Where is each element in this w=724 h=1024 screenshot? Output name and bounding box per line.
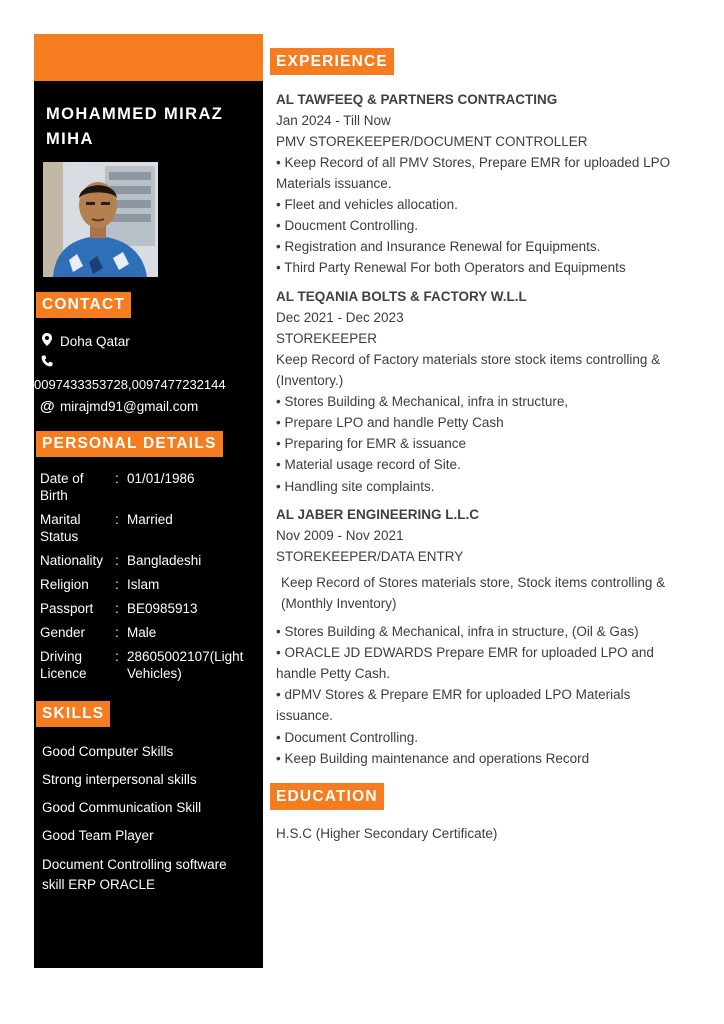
candidate-name: MOHAMMED MIRAZ MIHA bbox=[46, 105, 224, 148]
education-heading: EDUCATION bbox=[270, 783, 384, 810]
job-line: • Handling site complaints. bbox=[276, 479, 435, 494]
job-line: (Inventory.) bbox=[276, 373, 344, 388]
job-line: • Fleet and vehicles allocation. bbox=[276, 197, 458, 212]
email-text[interactable]: mirajmd91@gmail.com bbox=[60, 399, 199, 414]
job-title: STOREKEEPER/DATA ENTRY bbox=[276, 549, 464, 564]
at-sign-icon: @ bbox=[40, 398, 55, 415]
pd-value: Male bbox=[127, 625, 157, 640]
job-line: Keep Record of Stores materials store, Stock items controlling & bbox=[281, 575, 666, 590]
pd-label: Date of Birth bbox=[40, 471, 84, 503]
job-line: Keep Record of Factory materials store stock items controlling & bbox=[276, 352, 661, 367]
pd-label: Nationality bbox=[40, 553, 104, 568]
phone-icon bbox=[40, 354, 54, 372]
pd-value: BE0985913 bbox=[127, 601, 198, 616]
pd-colon: : bbox=[115, 471, 119, 486]
pd-row-dob bbox=[40, 470, 260, 504]
pd-value: Bangladeshi bbox=[127, 553, 202, 568]
location-text: Doha Qatar bbox=[60, 334, 130, 349]
pd-value: 01/01/1986 bbox=[127, 471, 195, 486]
job-title: PMV STOREKEEPER/DOCUMENT CONTROLLER bbox=[276, 134, 588, 149]
job-title: STOREKEEPER bbox=[276, 331, 378, 346]
pd-value: 28605002107(Light Vehicles) bbox=[127, 649, 244, 681]
contact-location bbox=[40, 333, 130, 351]
pd-label: Gender bbox=[40, 625, 86, 640]
pd-value: Married bbox=[127, 512, 173, 527]
contact-phone[interactable]: 0097433353728,0097477232144 bbox=[34, 377, 226, 392]
pd-row-gender bbox=[40, 624, 260, 641]
job-line: • Stores Building & Mechanical, infra in structure, (Oil & Gas) bbox=[276, 624, 639, 639]
job-period: Dec 2021 - Dec 2023 bbox=[276, 310, 404, 325]
job-line: • Document Controlling. bbox=[276, 730, 419, 745]
job-line: issuance. bbox=[276, 708, 334, 723]
job-line: • Prepare LPO and handle Petty Cash bbox=[276, 415, 504, 430]
personal-details-table bbox=[40, 470, 260, 689]
pd-colon: : bbox=[115, 577, 119, 592]
job-line: • ORACLE JD EDWARDS Prepare EMR for uploaded LPO and bbox=[276, 645, 654, 660]
job-company: AL JABER ENGINEERING L.L.C bbox=[276, 507, 480, 522]
pd-value: Islam bbox=[127, 577, 160, 592]
pd-colon: : bbox=[115, 553, 119, 568]
skill-item: Strong interpersonal skills bbox=[42, 772, 197, 787]
experience-heading: EXPERIENCE bbox=[270, 48, 394, 75]
skill-item: Good Team Player bbox=[42, 828, 154, 843]
pd-colon: : bbox=[115, 649, 119, 664]
sidebar bbox=[34, 34, 263, 968]
job-line: • Keep Building maintenance and operations Record bbox=[276, 751, 590, 766]
pd-colon: : bbox=[115, 625, 119, 640]
job-company: AL TEQANIA BOLTS & FACTORY W.L.L bbox=[276, 289, 527, 304]
job-line: Materials issuance. bbox=[276, 176, 392, 191]
education-item: H.S.C (Higher Secondary Certificate) bbox=[276, 826, 498, 841]
skills-heading: SKILLS bbox=[36, 701, 110, 727]
skill-item: Good Communication Skill bbox=[42, 800, 202, 815]
contact-heading: CONTACT bbox=[36, 292, 131, 318]
map-pin-icon bbox=[40, 333, 54, 351]
pd-label: Marital Status bbox=[40, 512, 81, 544]
skill-item: Document Controlling software skill ERP ORACLE bbox=[42, 857, 227, 892]
job-line: • dPMV Stores & Prepare EMR for uploaded LPO Materials bbox=[276, 687, 631, 702]
job-line: • Preparing for EMR & issuance bbox=[276, 436, 467, 451]
job-line: • Material usage record of Site. bbox=[276, 457, 461, 472]
pd-row-passport bbox=[40, 600, 260, 617]
job-line: handle Petty Cash. bbox=[276, 666, 391, 681]
job-period: Nov 2009 - Nov 2021 bbox=[276, 528, 404, 543]
pd-label: Passport bbox=[40, 601, 94, 616]
job-line: • Keep Record of all PMV Stores, Prepare EMR for uploaded LPO bbox=[276, 155, 671, 170]
contact-phone-icon-row bbox=[40, 354, 60, 372]
job-company: AL TAWFEEQ & PARTNERS CONTRACTING bbox=[276, 92, 558, 107]
pd-row-marital bbox=[40, 511, 260, 545]
job-line: • Doucment Controlling. bbox=[276, 218, 419, 233]
personal-details-heading: PERSONAL DETAILS bbox=[36, 431, 223, 457]
profile-photo bbox=[43, 162, 158, 277]
pd-colon: : bbox=[115, 512, 119, 527]
pd-colon: : bbox=[115, 601, 119, 616]
pd-label: Driving Licence bbox=[40, 649, 87, 681]
job-line: (Monthly Inventory) bbox=[281, 596, 397, 611]
pd-row-driving bbox=[40, 648, 260, 682]
contact-email[interactable] bbox=[40, 398, 198, 416]
job-line: • Stores Building & Mechanical, infra in structure, bbox=[276, 394, 569, 409]
job-line: • Third Party Renewal For both Operators and Equipments bbox=[276, 260, 626, 275]
pd-row-nationality bbox=[40, 552, 260, 569]
pd-label: Religion bbox=[40, 577, 89, 592]
sidebar-accent-bar bbox=[34, 34, 263, 81]
job-period: Jan 2024 - Till Now bbox=[276, 113, 391, 128]
skill-item: Good Computer Skills bbox=[42, 744, 174, 759]
pd-row-religion bbox=[40, 576, 260, 593]
job-line: • Registration and Insurance Renewal for Equipments. bbox=[276, 239, 601, 254]
